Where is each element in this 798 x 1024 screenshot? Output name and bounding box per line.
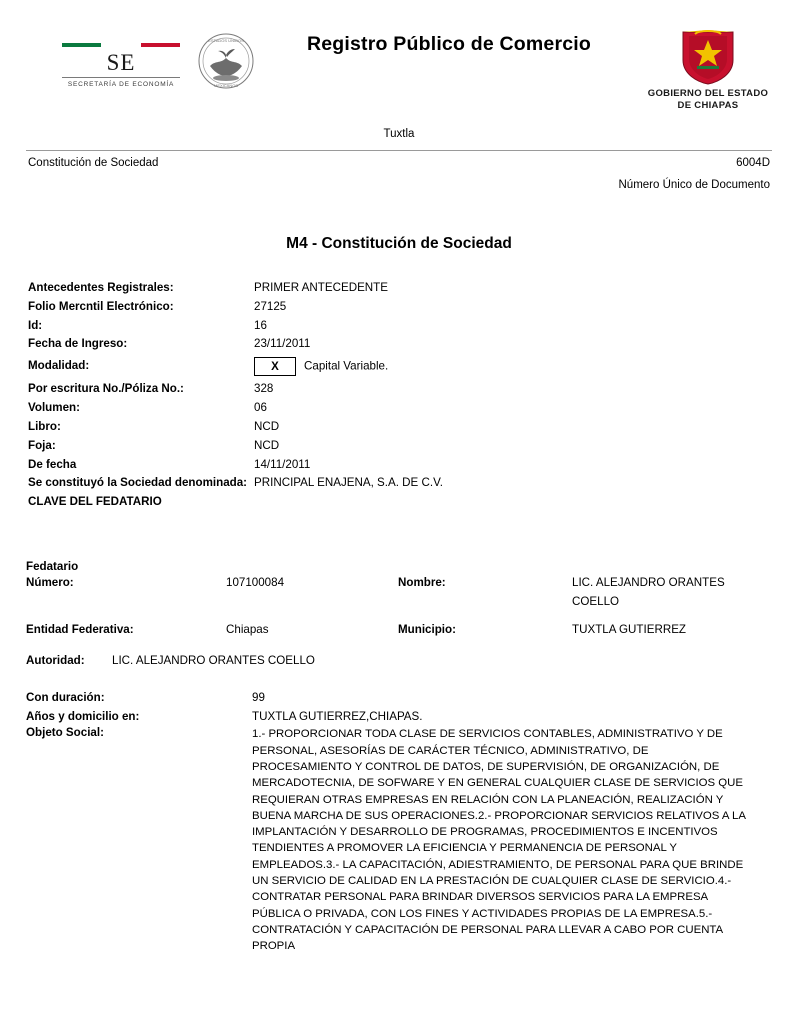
domicilio-value: TUXTLA GUTIERREZ,CHIAPAS. (252, 709, 423, 723)
subheader-bar (26, 151, 772, 169)
field-value: 23/11/2011 (254, 337, 311, 351)
field-value: PRIMER ANTECEDENTE (254, 281, 388, 294)
header-logos (26, 30, 254, 92)
autoridad-value: LIC. ALEJANDRO ORANTES COELLO (112, 653, 315, 667)
field-value: PRINCIPAL ENAJENA, S.A. DE C.V. (254, 476, 443, 490)
field-row (28, 335, 772, 354)
field-value: 328 (254, 382, 274, 396)
duracion-label: Con duración: (26, 690, 105, 704)
field-row (28, 399, 772, 418)
document-header (26, 0, 772, 116)
numero-label: Número: (26, 576, 74, 590)
autoridad-label: Autoridad: (26, 653, 85, 667)
chiapas-coat-of-arms-icon (677, 30, 739, 86)
field-row (28, 380, 772, 399)
objeto-social-row (26, 726, 772, 954)
fedatario-numero-row (26, 574, 772, 611)
modalidad-row (28, 357, 772, 376)
field-label: Volumen: (28, 401, 80, 415)
domicilio-label: Años y domicilio en: (26, 709, 140, 723)
modalidad-label: Modalidad: (28, 359, 90, 373)
municipio-label: Municipio: (398, 623, 456, 637)
numero-value: 107100084 (226, 576, 285, 590)
state-government-label: GOBIERNO DEL ESTADO DE CHIAPAS (647, 88, 769, 111)
subheader-right-code: 6004D (736, 157, 770, 169)
field-row (28, 298, 772, 317)
fields-section (26, 279, 772, 508)
se-divider (62, 77, 180, 78)
field-label: Fecha de Ingreso: (28, 337, 128, 351)
field-row (28, 474, 772, 493)
document-number-label: Número Único de Documento (618, 179, 770, 191)
municipio-value: TUXTLA GUTIERREZ (572, 623, 687, 637)
field-label: Foja: (28, 438, 56, 452)
field-row (28, 437, 772, 456)
field-row (28, 317, 772, 336)
field-label: Libro: (28, 420, 61, 434)
field-value: 06 (254, 401, 267, 415)
fedatario-heading: Fedatario (26, 560, 79, 574)
mexican-flag-icon (62, 43, 180, 47)
nombre-label: Nombre: (398, 576, 446, 590)
capital-variable-label: Capital Variable. (304, 359, 389, 373)
autoridad-row (26, 654, 772, 667)
document-title-text: Registro Público de Comercio (306, 33, 592, 55)
nombre-value: LIC. ALEJANDRO ORANTES COELLO (572, 576, 725, 608)
clave-fedatario-label: CLAVE DEL FEDATARIO (28, 495, 162, 509)
duracion-row (26, 689, 772, 708)
se-subtitle: SECRETARÍA DE ECONOMÍA (67, 80, 175, 88)
domicilio-row (26, 708, 772, 727)
objeto-social-value: 1.- PROPORCIONAR TODA CLASE DE SERVICIOS CONTABLES, ADMINISTRATIVO Y DE PERSONAL, ASESORÍAS DE CARÁCTER TÉCNICO, ADMINISTRATIVO, DE PROCESAMIENTO Y CONTROL DE DATOS, DE SUPERVISIÓN, DE ORGANIZACIÓN, DE MERCADOTECNIA, DE SOFWARE Y EN GENERAL CUALQUIER CLASE DE SERVICIOS QUE REQUIERAN OTRAS EMPRESAS EN RELACIÓN CON LA PLANEACIÓN, REALIZACIÓN Y BUENA MARCHA DE SUS OPERACIONES.2.- PROPORCIONAR SERVICIOS RELATIVOS A LA IMPLANTACIÓN Y DESARROLLO DE PROGRAMAS, PROCEDIMIENTOS E INCENTIVOS TENDIENTES A PROMOVER LA EFICIENCIA Y PERMANENCIA DE PERSONAL Y EMPLEADOS.3.- LA CAPACITACIÓN, ADIESTRAMIENTO, DE PERSONAL PARA QUE BRINDE UN SERVICIO DE CALIDAD EN LA PRESTACIÓN DE CUALQUIER CLASE DE SERVICIO.4.- CONTRATAR PERSONAL PARA BRINDAR DIVERSOS SERVICIOS PARA LA EMPRESA PÚBLICA O PRIVADA, CON LOS FINES Y ACTIVIDADES PROPIAS DE LA EMPRESA.5.- CONTRATACIÓN Y CAPACITACIÓN DE PERSONAL PARA LLEVAR A CABO POR CUENTA PROPIA (252, 728, 746, 953)
duracion-value: 99 (252, 690, 265, 704)
page-title (254, 30, 644, 56)
fedatario-entidad-row (26, 621, 772, 640)
field-row (28, 279, 772, 298)
field-value: 14/11/2011 (254, 457, 311, 471)
svg-text:MEXICANOS: MEXICANOS (213, 83, 239, 88)
field-label: Antecedentes Registrales: (28, 281, 174, 294)
field-value: 16 (254, 318, 267, 332)
form-title: M4 - Constitución de Sociedad (286, 235, 512, 252)
field-value: 27125 (254, 299, 287, 313)
field-label: Folio Mercntil Electrónico: (28, 299, 174, 313)
objeto-social-label: Objeto Social: (26, 726, 104, 740)
field-value: NCD (254, 420, 280, 434)
entidad-value: Chiapas (226, 623, 269, 637)
field-label: Se constituyó la Sociedad denominada: (28, 476, 248, 490)
capital-variable-checkbox[interactable]: X (254, 357, 296, 376)
se-monogram: SE (106, 49, 136, 75)
field-label: Id: (28, 318, 43, 332)
mexican-eagle-seal-icon (198, 30, 254, 92)
entidad-label: Entidad Federativa: (26, 623, 134, 637)
field-label: Por escritura No./Póliza No.: (28, 382, 184, 396)
chiapas-state-logo (644, 30, 772, 112)
svg-text:ESTADOS UNIDOS: ESTADOS UNIDOS (208, 38, 244, 43)
field-label: De fecha (28, 457, 77, 471)
subheader-left-label: Constitución de Sociedad (28, 157, 159, 169)
city-label: Tuxtla (383, 128, 415, 140)
field-row (28, 418, 772, 437)
field-row (28, 456, 772, 475)
field-value: NCD (254, 438, 280, 452)
secretaria-economia-logo (62, 35, 180, 88)
